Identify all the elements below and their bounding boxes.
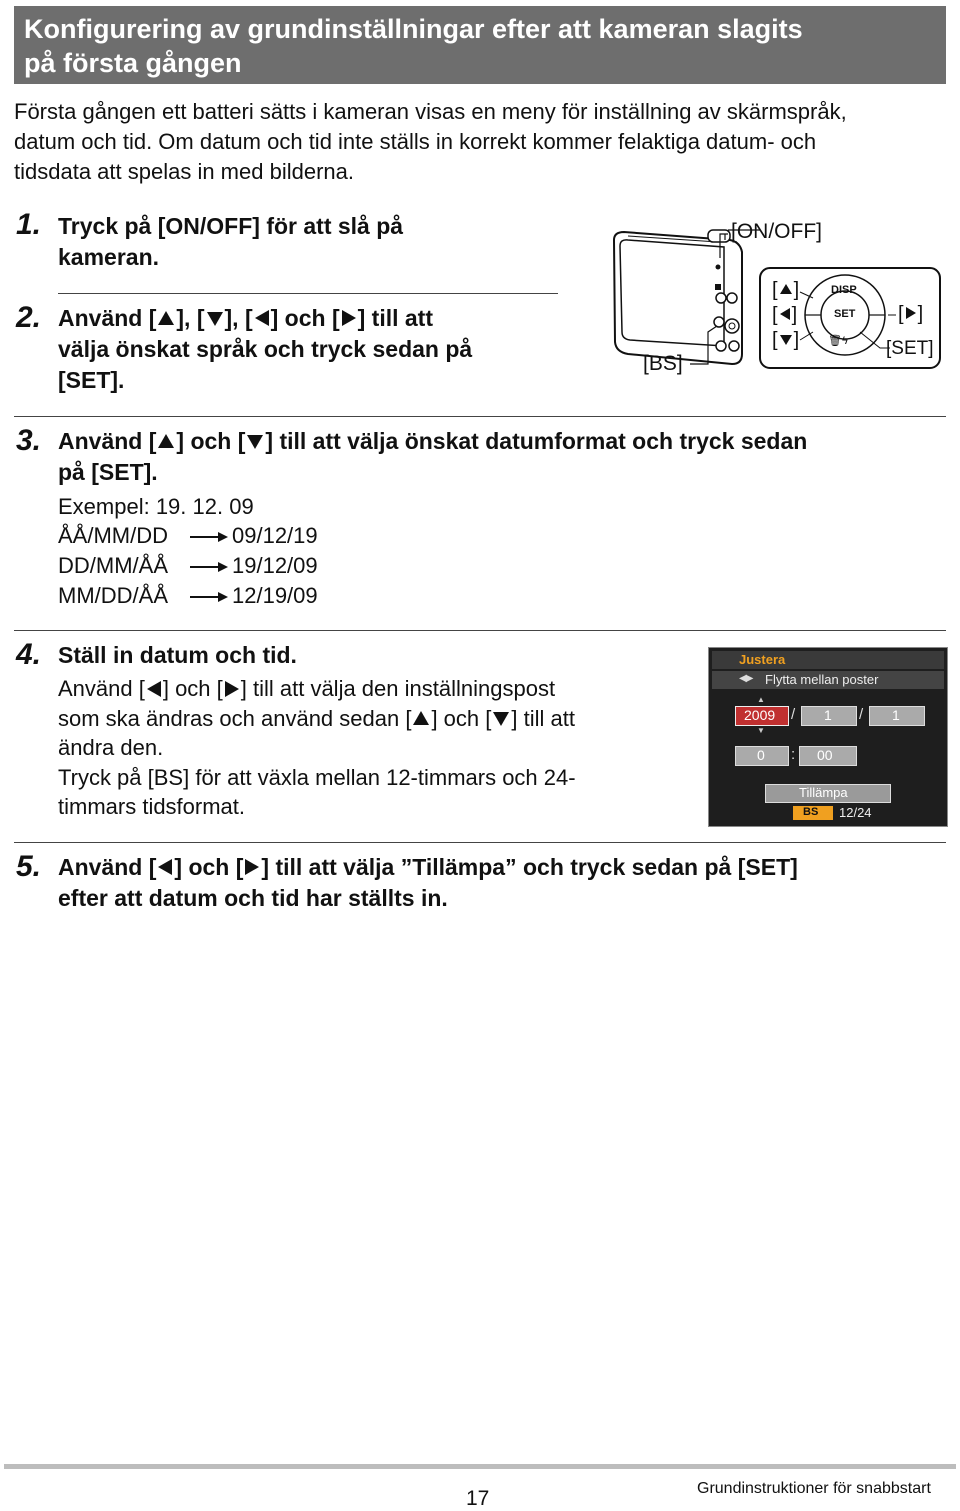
text: Använd [ [58, 305, 157, 331]
intro-line: datum och tid. Om datum och tid inte ställs in korrekt kommer felaktiga datum- och [14, 129, 817, 154]
divider [58, 293, 558, 294]
step-4-body [58, 674, 576, 822]
example-row [58, 551, 318, 580]
step-4-title: Ställ in datum och tid. [58, 642, 297, 668]
triangle-up-icon [158, 434, 174, 448]
text: ] och [ [174, 854, 244, 880]
triangle-up-icon [158, 311, 174, 325]
lcd-down-icon: ▼ [757, 726, 765, 735]
divider [14, 630, 946, 631]
step-4-line [58, 674, 576, 704]
lcd-screen [708, 647, 948, 827]
step-5-text [58, 852, 798, 914]
step-3-line: på [SET]. [58, 459, 158, 485]
step-1-number: 1. [16, 208, 42, 241]
text: ] till att välja ”Tillämpa” och tryck sedan på [SET] [261, 854, 798, 880]
triangle-up-icon [780, 284, 792, 294]
step-2-line: välja önskat språk och tryck sedan på [58, 336, 473, 362]
text: ], [ [224, 305, 253, 331]
example-label: Exempel: 19. 12. 09 [58, 494, 254, 519]
disp-label: DISP [831, 284, 857, 296]
example-result: 09/12/19 [232, 523, 318, 548]
lcd-apply-label: Tillämpa [799, 785, 848, 800]
page-number: 17 [466, 1487, 490, 1510]
intro-line: Första gången ett batteri sätts i kameran visas en meny för inställning av skärmspråk, [14, 99, 847, 124]
text: ] till att [511, 705, 575, 731]
example-row [58, 521, 318, 550]
triangle-down-icon [780, 335, 792, 345]
text: Använd [ [58, 854, 157, 880]
step-5-number: 5. [16, 850, 42, 883]
trash-flash-icon: 🗑ϟ [828, 335, 848, 347]
lcd-sep: / [791, 706, 796, 723]
divider [14, 842, 946, 843]
text: ] och [ [431, 705, 492, 731]
arrow-right-icon [188, 521, 232, 550]
step-2-number: 2. [16, 301, 42, 334]
lcd-minute: 00 [817, 747, 833, 763]
example-format: DD/MM/ÅÅ [58, 553, 168, 578]
key-left-label [772, 303, 799, 328]
text: ] till att välja önskat datumformat och tryck sedan [265, 428, 808, 454]
triangle-right-icon [906, 307, 916, 319]
text: ], [ [176, 305, 205, 331]
lcd-colon: : [791, 746, 796, 763]
triangle-left-icon [158, 859, 172, 875]
step-1-text [58, 211, 403, 273]
bracket: ] [793, 329, 800, 351]
triangle-up-icon [413, 711, 429, 725]
bracket: [ [772, 329, 778, 351]
triangle-down-icon [207, 312, 223, 326]
key-labels-left [772, 278, 799, 353]
text: ] till att välja den inställningspost [240, 676, 556, 701]
step-2-line: [SET]. [58, 367, 125, 393]
text: ] och [ [270, 305, 340, 331]
step-2-text [58, 303, 472, 396]
bracket: ] [793, 279, 800, 301]
triangle-down-icon [247, 435, 263, 449]
triangle-right-icon [245, 859, 259, 875]
example-format: MM/DD/ÅÅ [58, 583, 168, 608]
step-3-line [58, 426, 807, 457]
lcd-year: 2009 [744, 707, 776, 723]
example-row [58, 581, 318, 610]
lcd-nav-hint: Flytta mellan poster [765, 672, 879, 687]
step-1-line: Tryck på [ON/OFF] för att slå på [58, 213, 404, 239]
triangle-right-icon [225, 681, 239, 697]
triangle-right-icon [342, 310, 356, 326]
key-right-label [898, 303, 923, 326]
page-title-line1: Konfigurering av grundinställningar efter att kameran slagits [24, 14, 803, 44]
text: ] och [ [176, 428, 246, 454]
arrow-right-icon [188, 551, 232, 580]
text: ] och [ [162, 676, 223, 701]
intro-line: tidsdata att spelas in med bilderna. [14, 159, 354, 184]
triangle-left-icon [255, 310, 269, 326]
text: Använd [ [58, 676, 145, 701]
step-4-line: Tryck på [BS] för att växla mellan 12-timmars och 24- [58, 764, 576, 790]
triangle-left-icon [147, 681, 161, 697]
step-4-line [58, 704, 576, 734]
lcd-hour: 0 [757, 747, 765, 763]
lcd-month: 1 [824, 707, 832, 723]
step-4-number: 4. [16, 638, 42, 671]
text: som ska ändras och använd sedan [ [58, 705, 412, 731]
divider [14, 416, 946, 417]
step-1-line: kameran. [58, 244, 160, 270]
bracket: ] [917, 303, 924, 325]
bracket: [ [898, 303, 904, 325]
example-result: 12/19/09 [232, 583, 318, 608]
lcd-nav-arrows-icon: ◀▶ [739, 673, 753, 684]
set-button-label: SET [834, 308, 856, 320]
lcd-sep: / [859, 706, 864, 723]
bs-label: [BS] [643, 352, 683, 375]
set-label: [SET] [886, 338, 934, 359]
lcd-day: 1 [892, 707, 900, 723]
lcd-bs-label: BS [803, 806, 819, 818]
arrow-right-icon [188, 581, 232, 610]
bracket: [ [772, 279, 778, 301]
text: Använd [ [58, 428, 157, 454]
page-title [24, 12, 934, 80]
footer-divider [4, 1464, 956, 1469]
step-2-line [58, 303, 472, 334]
step-4-line: ändra den. [58, 735, 164, 760]
lcd-format-label: 12/24 [839, 805, 872, 820]
step-3-number: 3. [16, 424, 42, 457]
triangle-left-icon [780, 308, 790, 320]
lcd-up-icon: ▲ [757, 695, 765, 704]
page-title-line2: på första gången [24, 48, 242, 78]
step-4-line: timmars tidsformat. [58, 794, 246, 819]
on-off-label: [ON/OFF] [731, 220, 822, 243]
key-down-label [772, 328, 799, 353]
key-up-label [772, 278, 799, 303]
page-title-bar [14, 6, 946, 84]
camera-diagram [598, 212, 948, 402]
bracket: [ [772, 304, 778, 326]
step-3-text [58, 426, 807, 488]
example-format: ÅÅ/MM/DD [58, 523, 168, 548]
step-5-line: efter att datum och tid har ställts in. [58, 885, 448, 911]
step-5-line [58, 852, 798, 883]
footer-section-title: Grundinstruktioner för snabbstart [697, 1480, 931, 1497]
example-result: 19/12/09 [232, 553, 318, 578]
triangle-down-icon [493, 712, 509, 726]
text: ] till att [357, 305, 433, 331]
bracket: ] [791, 304, 798, 326]
intro-paragraph [14, 97, 944, 187]
lcd-title: Justera [739, 652, 786, 667]
